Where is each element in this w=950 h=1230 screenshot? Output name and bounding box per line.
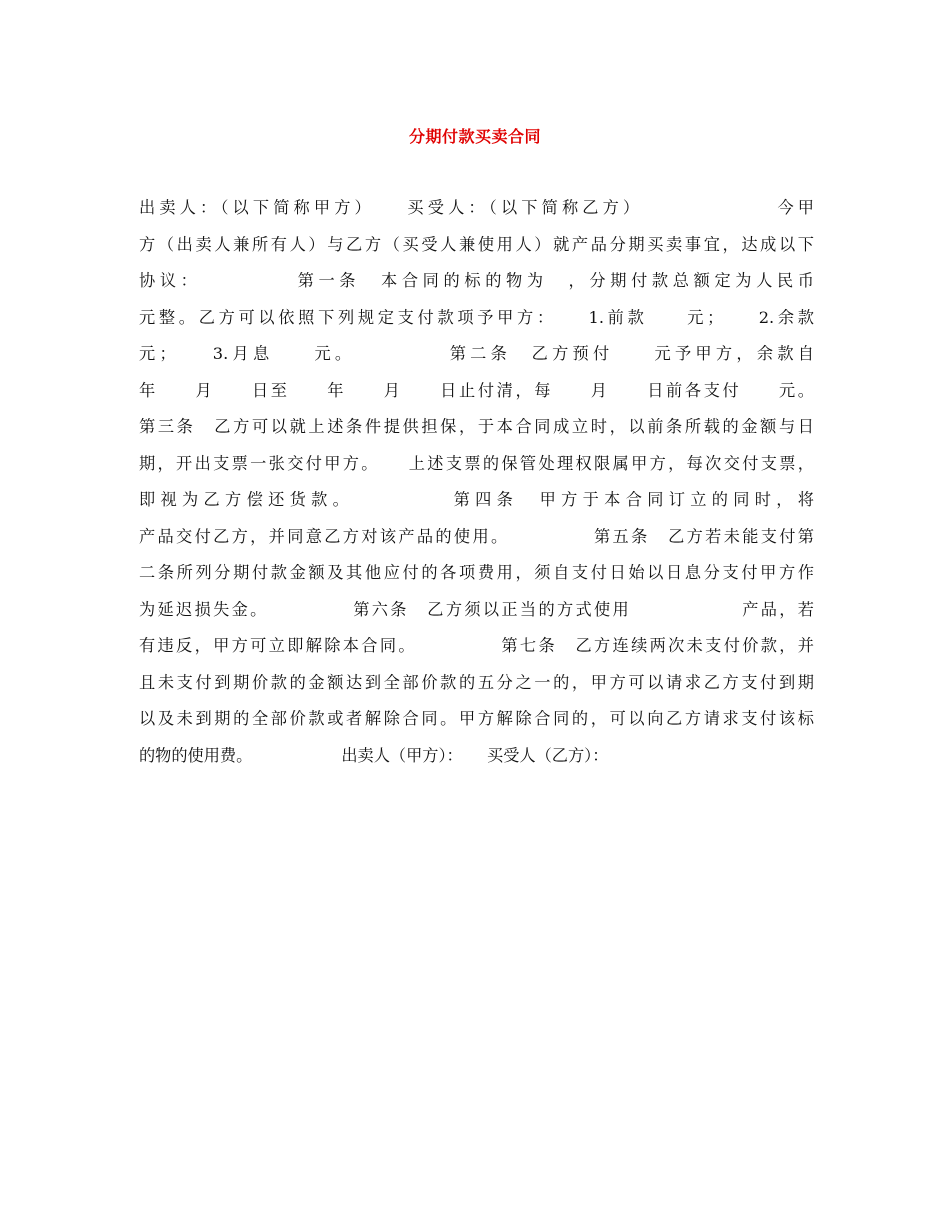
body-line-11: 二条所列分期付款金额及其他应付的各项费用，须自支付日始以日息分支付甲方作	[139, 563, 814, 582]
body-line-8: 期，开出支票一张交付甲方。 上述支票的保管处理权限属甲方，每次交付支票，	[139, 453, 814, 473]
body-line-13: 有违反，甲方可立即解除本合同。 第七条 乙方连续两次未支付价款，并	[139, 636, 814, 655]
body-line-14: 且未支付到期价款的金额达到全部价款的五分之一的，甲方可以请求乙方支付到期	[139, 672, 814, 692]
body-line-3: 协议： 第一条 本合同的标的物为 ，分期付款总额定为人民币	[139, 271, 814, 290]
document-title: 分期付款买卖合同	[408, 127, 541, 146]
body-line-10: 产品交付乙方，并同意乙方对该产品的使用。 第五条 乙方若未能支付第	[139, 526, 814, 546]
body-line-7: 第三条 乙方可以就上述条件提供担保，于本合同成立时，以前条所载的金额与日	[139, 417, 814, 436]
body-line-15: 以及未到期的全部价款或者解除合同。甲方解除合同的，可以向乙方请求支付该标	[139, 709, 814, 728]
body-line-4: 元整。乙方可以依照下列规定支付款项予甲方： 1.前款 元； 2.余款	[139, 307, 814, 327]
body-line-9: 即视为乙方偿还货款。 第四条 甲方于本合同订立的同时，将	[139, 490, 814, 509]
contract-body	[139, 190, 814, 774]
body-line-12: 为延迟损失金。 第六条 乙方须以正当的方式使用 产品，若	[139, 599, 814, 619]
body-line-1: 出卖人：（以下简称甲方） 买受人：（以下简称乙方） 今甲	[139, 198, 814, 217]
body-line-5: 元； 3.月息 元。 第二条 乙方预付 元予甲方，余款自	[139, 344, 814, 363]
body-line-6: 年 月 日至 年 月 日止付清，每 月 日前各支付 元。	[139, 380, 814, 400]
body-line-16: 的物的使用费。 出卖人（甲方）： 买受人（乙方）：	[139, 745, 609, 765]
body-line-2: 方（出卖人兼所有人）与乙方（买受人兼使用人）就产品分期买卖事宜，达成以下	[139, 234, 814, 254]
